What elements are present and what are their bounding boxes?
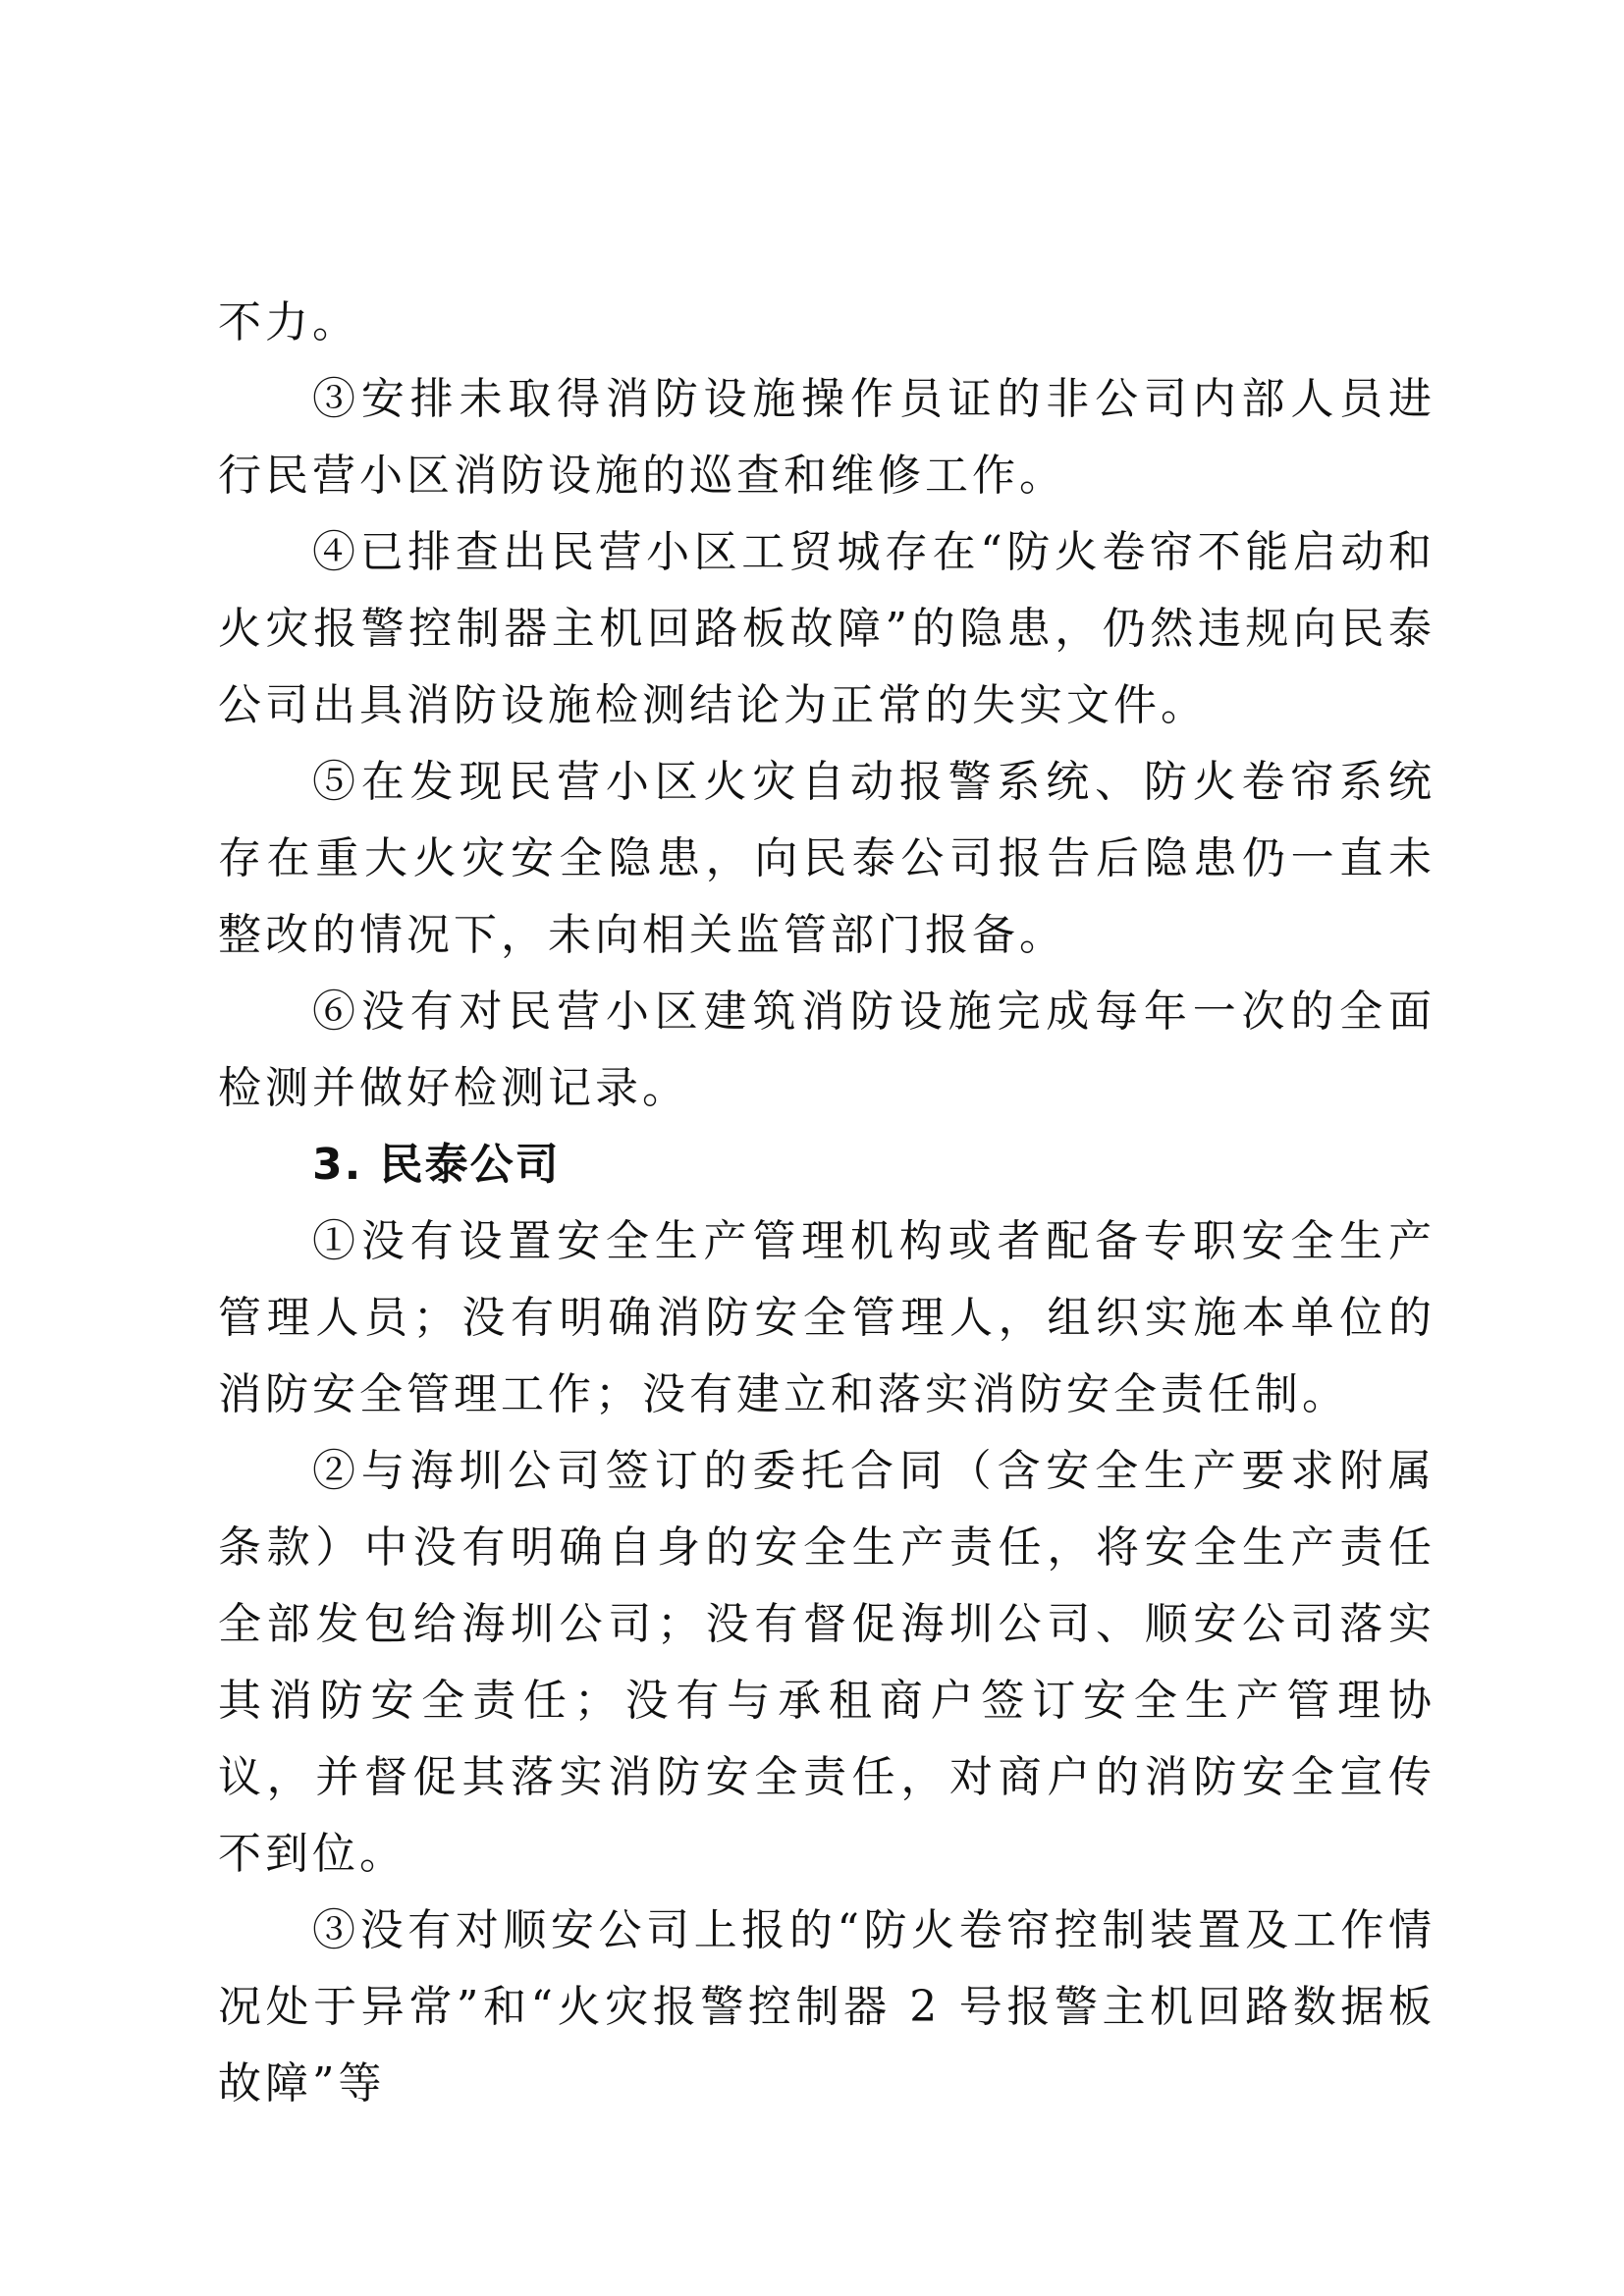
paragraph-item-4: ④已排查出民营小区工贸城存在“防火卷帘不能启动和火灾报警控制器主机回路板故障”的隐患，仍然违规向民泰公司出具消防设施检测结论为正常的失实文件。 [218,527,1435,730]
paragraph-item-1: ①没有设置安全生产管理机构或者配备专职安全生产管理人员；没有明确消防安全管理人，组织实施本单位的消防安全管理工作；没有建立和落实消防安全责任制。 [218,1216,1435,1419]
paragraph-item-5: ⑤在发现民营小区火灾自动报警系统、防火卷帘系统存在重大火灾安全隐患，向民泰公司报告后隐患仍一直未整改的情况下，未向相关监管部门报备。 [218,757,1435,960]
paragraph-item-3: ③安排未取得消防设施操作员证的非公司内部人员进行民营小区消防设施的巡查和维修工作。 [218,374,1435,501]
paragraph-item-6: ⑥没有对民营小区建筑消防设施完成每年一次的全面检测并做好检测记录。 [218,987,1435,1113]
paragraph-item-2: ②与海圳公司签订的委托合同（含安全生产要求附属条款）中没有明确自身的安全生产责任，将安全生产责任全部发包给海圳公司；没有督促海圳公司、顺安公司落实其消防安全责任；没有与承租商户签订安全生产管理协议，并督促其落实消防安全责任，对商户的消防安全宣传不到位。 [218,1446,1435,1879]
document-page [218,285,1435,2122]
section-heading: 3. 民泰公司 [312,1140,561,1190]
paragraph-continuation: 不力。 [218,297,359,347]
paragraph-item-3b: ③没有对顺安公司上报的“防火卷帘控制装置及工作情况处于异常”和“火灾报警控制器 2 号报警主机回路数据板故障”等 [218,1905,1435,2109]
